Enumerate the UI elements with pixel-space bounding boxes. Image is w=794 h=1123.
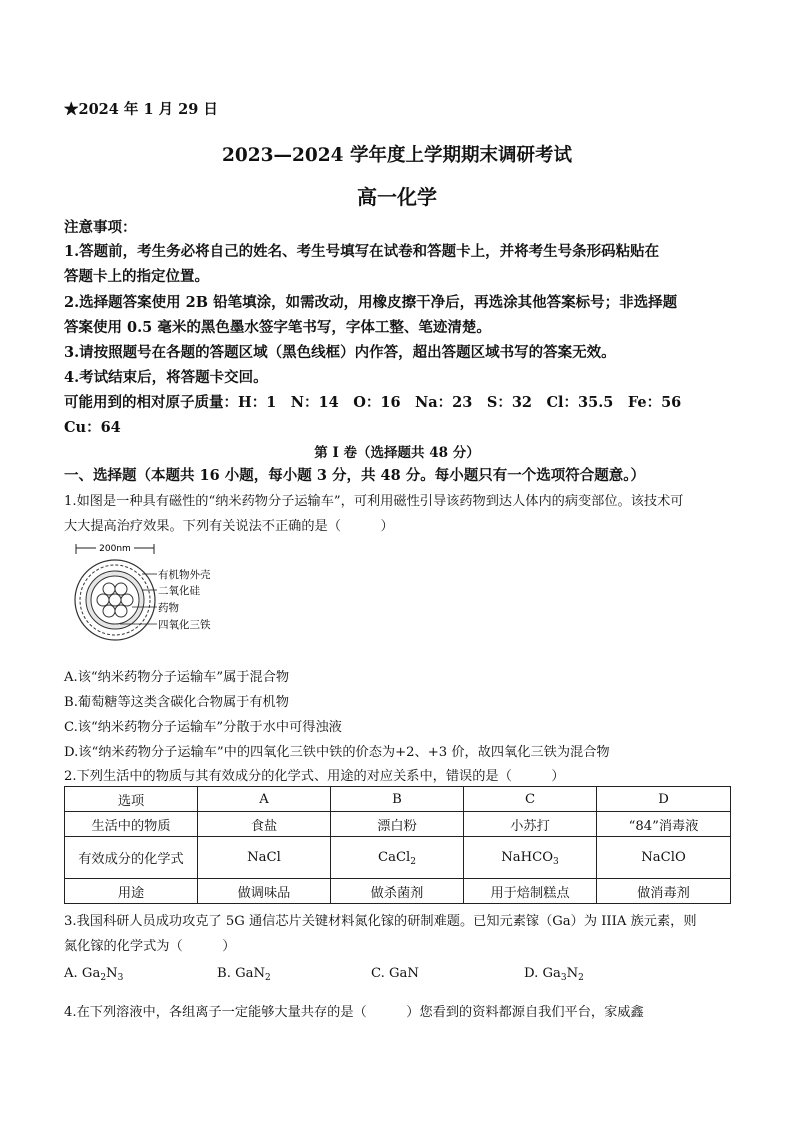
cell-header-option: 选项 <box>65 787 198 812</box>
cell-header-b: B <box>331 787 464 812</box>
table-row-use <box>65 879 731 904</box>
cell-substance-d: “84”消毒液 <box>597 812 731 837</box>
cell-header-d: D <box>597 787 731 812</box>
label-drug: 药物 <box>158 602 179 614</box>
cell-header-a: A <box>198 787 331 812</box>
q3-option-c: C. GaN <box>371 966 419 981</box>
part-title: 一、选择题（本题共 16 小题，每小题 3 分，共 48 分。每小题只有一个选项符合题意。） <box>64 467 645 484</box>
q3-stem-line-2: 氮化镓的化学式为（ ） <box>64 939 236 954</box>
q1-option-c: C.该“纳米药物分子运输车”分散于水中可得浊液 <box>64 720 342 735</box>
cell-use-b: 做杀菌剂 <box>331 879 464 904</box>
scale-label: 200nm <box>99 544 131 554</box>
q1-option-b: B.葡萄糖等这类含碳化合物属于有机物 <box>64 695 289 710</box>
q3-option-d: D. $Ga_3N_2$ <box>524 966 584 983</box>
cell-formula-a: NaCl <box>198 837 331 879</box>
cell-substance-b: 漂白粉 <box>331 812 464 837</box>
q2-table <box>64 786 731 904</box>
cell-formula-label: 有效成分的化学式 <box>65 837 198 879</box>
atomic-mass-line-1: 可能用到的相对原子质量：H：1 N：14 O：16 Na：23 S：32 Cl：35.5 Fe：56 <box>64 394 682 411</box>
cell-substance-a: 食盐 <box>198 812 331 837</box>
volume-title: 第 I 卷（选择题共 48 分） <box>314 445 480 461</box>
q3-option-b: B. GaN$_2$ <box>217 966 271 983</box>
cell-use-label: 用途 <box>65 879 198 904</box>
subject-title: 高一化学 <box>357 185 437 209</box>
formula-b-sub: 2 <box>410 857 416 867</box>
cell-substance-label: 生活中的物质 <box>65 812 198 837</box>
label-silica: 二氧化硅 <box>158 585 200 597</box>
table-row-substance <box>65 812 731 837</box>
table-row-formula <box>65 837 731 879</box>
q1-option-a: A.该“纳米药物分子运输车”属于混合物 <box>64 670 290 685</box>
note-2-line-2: 答案使用 0.5 毫米的黑色墨水签字笔书写，字体工整、笔迹清楚。 <box>64 319 491 336</box>
q3-stem-line-1: 3.我国科研人员成功攻克了 5G 通信芯片关键材料氮化镓的研制难题。已知元素镓（Ga）为 IIIA 族元素，则 <box>64 914 697 929</box>
q3-option-a: A. $Ga_2N_3$ <box>64 966 124 983</box>
cell-substance-c: 小苏打 <box>464 812 597 837</box>
q4-stem: 4.在下列溶液中，各组离子一定能够大量共存的是（ ）您看到的资料都源自我们平台，家威鑫 <box>64 1005 644 1020</box>
q2-stem: 2.下列生活中的物质与其有效成分的化学式、用途的对应关系中，错误的是（ ） <box>64 769 565 784</box>
cell-use-d: 做消毒剂 <box>597 879 731 904</box>
note-3: 3.请按照题号在各题的答题区域（黑色线框）内作答，超出答题区域书写的答案无效。 <box>64 344 616 361</box>
exam-date: ★2024 年 1 月 29 日 <box>64 101 218 118</box>
cell-formula-c <box>464 837 597 879</box>
note-4: 4.考试结束后，将答题卡交回。 <box>64 369 268 386</box>
nanocarrier-figure <box>70 540 230 645</box>
formula-c-sub: 3 <box>553 857 559 867</box>
note-2-line-1: 2.选择题答案使用 2B 铅笔填涂，如需改动，用橡皮擦干净后，再选涂其他答案标号；非选择题 <box>64 294 678 311</box>
q1-option-d: D.该“纳米药物分子运输车”中的四氧化三铁中铁的价态为+2、+3 价，故四氧化三铁为混合物 <box>64 745 610 760</box>
cell-formula-d: NaClO <box>597 837 731 879</box>
exam-title: 2023—2024 学年度上学期期末调研考试 <box>222 145 572 166</box>
label-organic-shell: 有机物外壳 <box>158 569 211 581</box>
cell-use-c: 用于焙制糕点 <box>464 879 597 904</box>
notes-heading: 注意事项： <box>64 219 137 236</box>
formula-b-base: CaCl <box>378 850 411 865</box>
label-fe3o4: 四氧化三铁 <box>158 619 211 631</box>
cell-use-a: 做调味品 <box>198 879 331 904</box>
note-1-line-2: 答题卡上的指定位置。 <box>64 268 209 285</box>
q1-stem-line-2: 大大提高治疗效果。下列有关说法不正确的是（ ） <box>64 519 394 534</box>
atomic-mass-line-2: Cu：64 <box>64 419 121 436</box>
cell-formula-b <box>331 837 464 879</box>
note-1-line-1: 1.答题前，考生务必将自己的姓名、考生号填写在试卷和答题卡上，并将考生号条形码粘贴在 <box>64 243 660 260</box>
table-row-header <box>65 787 731 812</box>
q1-stem-line-1: 1.如图是一种具有磁性的“纳米药物分子运输车”，可利用磁性引导该药物到达人体内的病变部位。该技术可 <box>64 494 684 509</box>
cell-header-c: C <box>464 787 597 812</box>
formula-c-base: NaHCO <box>501 850 554 865</box>
